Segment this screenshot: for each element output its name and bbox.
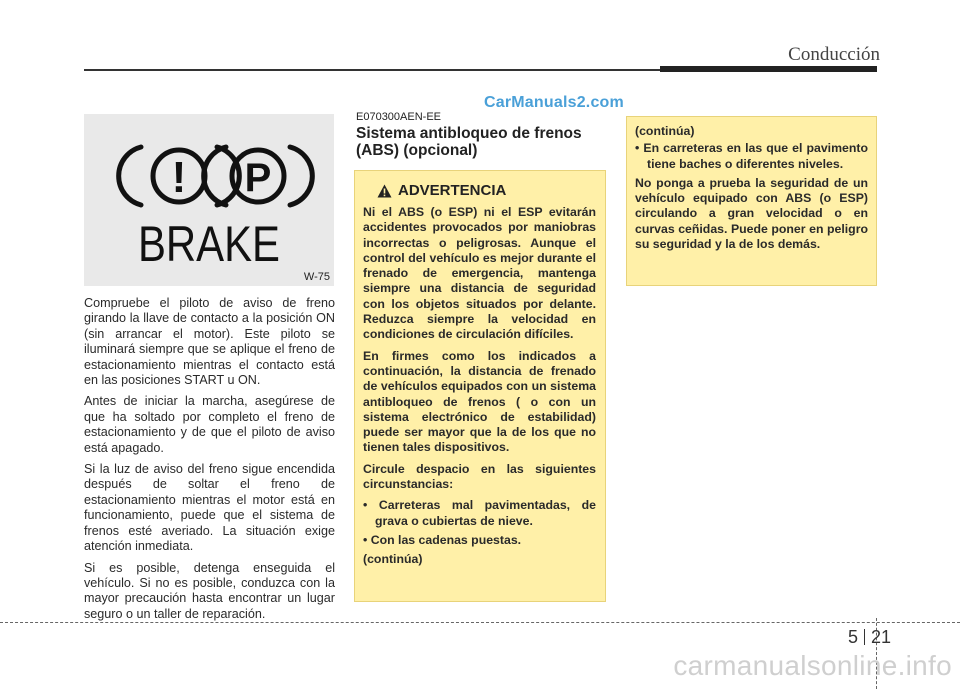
paragraph: Si la luz de aviso del freno sigue encendida después de soltar el freno de estacionamiento mientras el motor está en funcionamiento, puede que el sistema de frenos esté averiado. La situación exige atención inmediata.: [84, 462, 335, 554]
brake-warning-figure: [84, 114, 334, 286]
figure-code: W-75: [303, 271, 330, 283]
section-code: E070300AEN-EE: [356, 111, 441, 123]
continued-bullet: • En carreteras en las que el pavimento tiene baches o diferentes niveles.: [635, 141, 868, 171]
exclamation-glyph: !: [171, 153, 187, 202]
warning-heading: ADVERTENCIA: [398, 182, 507, 199]
page-number-value: 21: [871, 627, 892, 647]
footer-rule: [0, 622, 960, 623]
brake-word: BRAKE: [138, 216, 280, 272]
warning-heading-row: [377, 182, 596, 199]
continued-warning-box: [626, 116, 877, 286]
continued-heading: (continúa): [635, 124, 695, 138]
page-header-title: Conducción: [788, 44, 880, 65]
paragraph: Si es posible, detenga enseguida el vehículo. Si no es posible, conduzca con la mayor precaución hasta encontrar un lugar seguro o un taller de reparación.: [84, 560, 335, 621]
continued-paragraph: No ponga a prueba la seguridad de un vehículo equipado con ABS (o ESP) circulando a gran velocidad o en curvas ceñidas. Puede poner en peligro su seguridad y la de los demás.: [635, 175, 868, 252]
left-column: [84, 296, 335, 628]
page-number: [848, 627, 891, 648]
warning-bullet: • Con las cadenas puestas.: [363, 532, 522, 547]
warning-bullet: • Carreteras mal pavimentadas, de grava o cubiertas de nieve.: [363, 498, 596, 528]
warning-triangle-icon: [377, 184, 392, 198]
paragraph: Compruebe el piloto de aviso de freno girando la llave de contacto a la posición ON (sin arrancar el motor). Este piloto se iluminará siempre que se aplique el freno de estacionamiento mientras el contacto está en las posiciones START u ON.: [84, 296, 335, 388]
warning-paragraph: Ni el ABS (o ESP) ni el ESP evitarán accidentes provocados por maniobras incorrectas o peligrosas. Aunque el control del vehículo es mejor durante el frenado de emergencia, mantenga siempre una distancia de seguridad con los objetos situados por delante. Reduzca siempre la velocidad en condiciones de circulación difíciles.: [363, 205, 596, 342]
chapter-number: 5: [848, 627, 859, 647]
brake-warning-icon: [84, 114, 334, 286]
header-rule: [84, 69, 660, 71]
warning-box: [354, 170, 606, 602]
warning-paragraph: En firmes como los indicados a continuación, la distancia de frenado de vehículos equipados con un sistema antibloqueo de frenos ( o con un sistema electrónico de estabilidad) puede ser mayor que la de los que no tienen tales dispositivos.: [363, 348, 596, 455]
park-glyph: P: [244, 156, 272, 200]
footer-watermark: carmanualsonline.info: [673, 650, 952, 681]
warning-continues: (continúa): [363, 552, 423, 567]
paragraph: Antes de iniciar la marcha, asegúrese de que ha soltado por completo el freno de estacionamiento y de que el piloto de aviso está apagado.: [84, 394, 335, 455]
header-rule-thick: [660, 66, 877, 72]
warning-paragraph: Circule despacio en las siguientes circunstancias:: [363, 461, 596, 492]
watermark-link[interactable]: CarManuals2.com: [484, 94, 624, 111]
section-title: Sistema antibloqueo de frenos (ABS) (opcional): [356, 125, 582, 159]
